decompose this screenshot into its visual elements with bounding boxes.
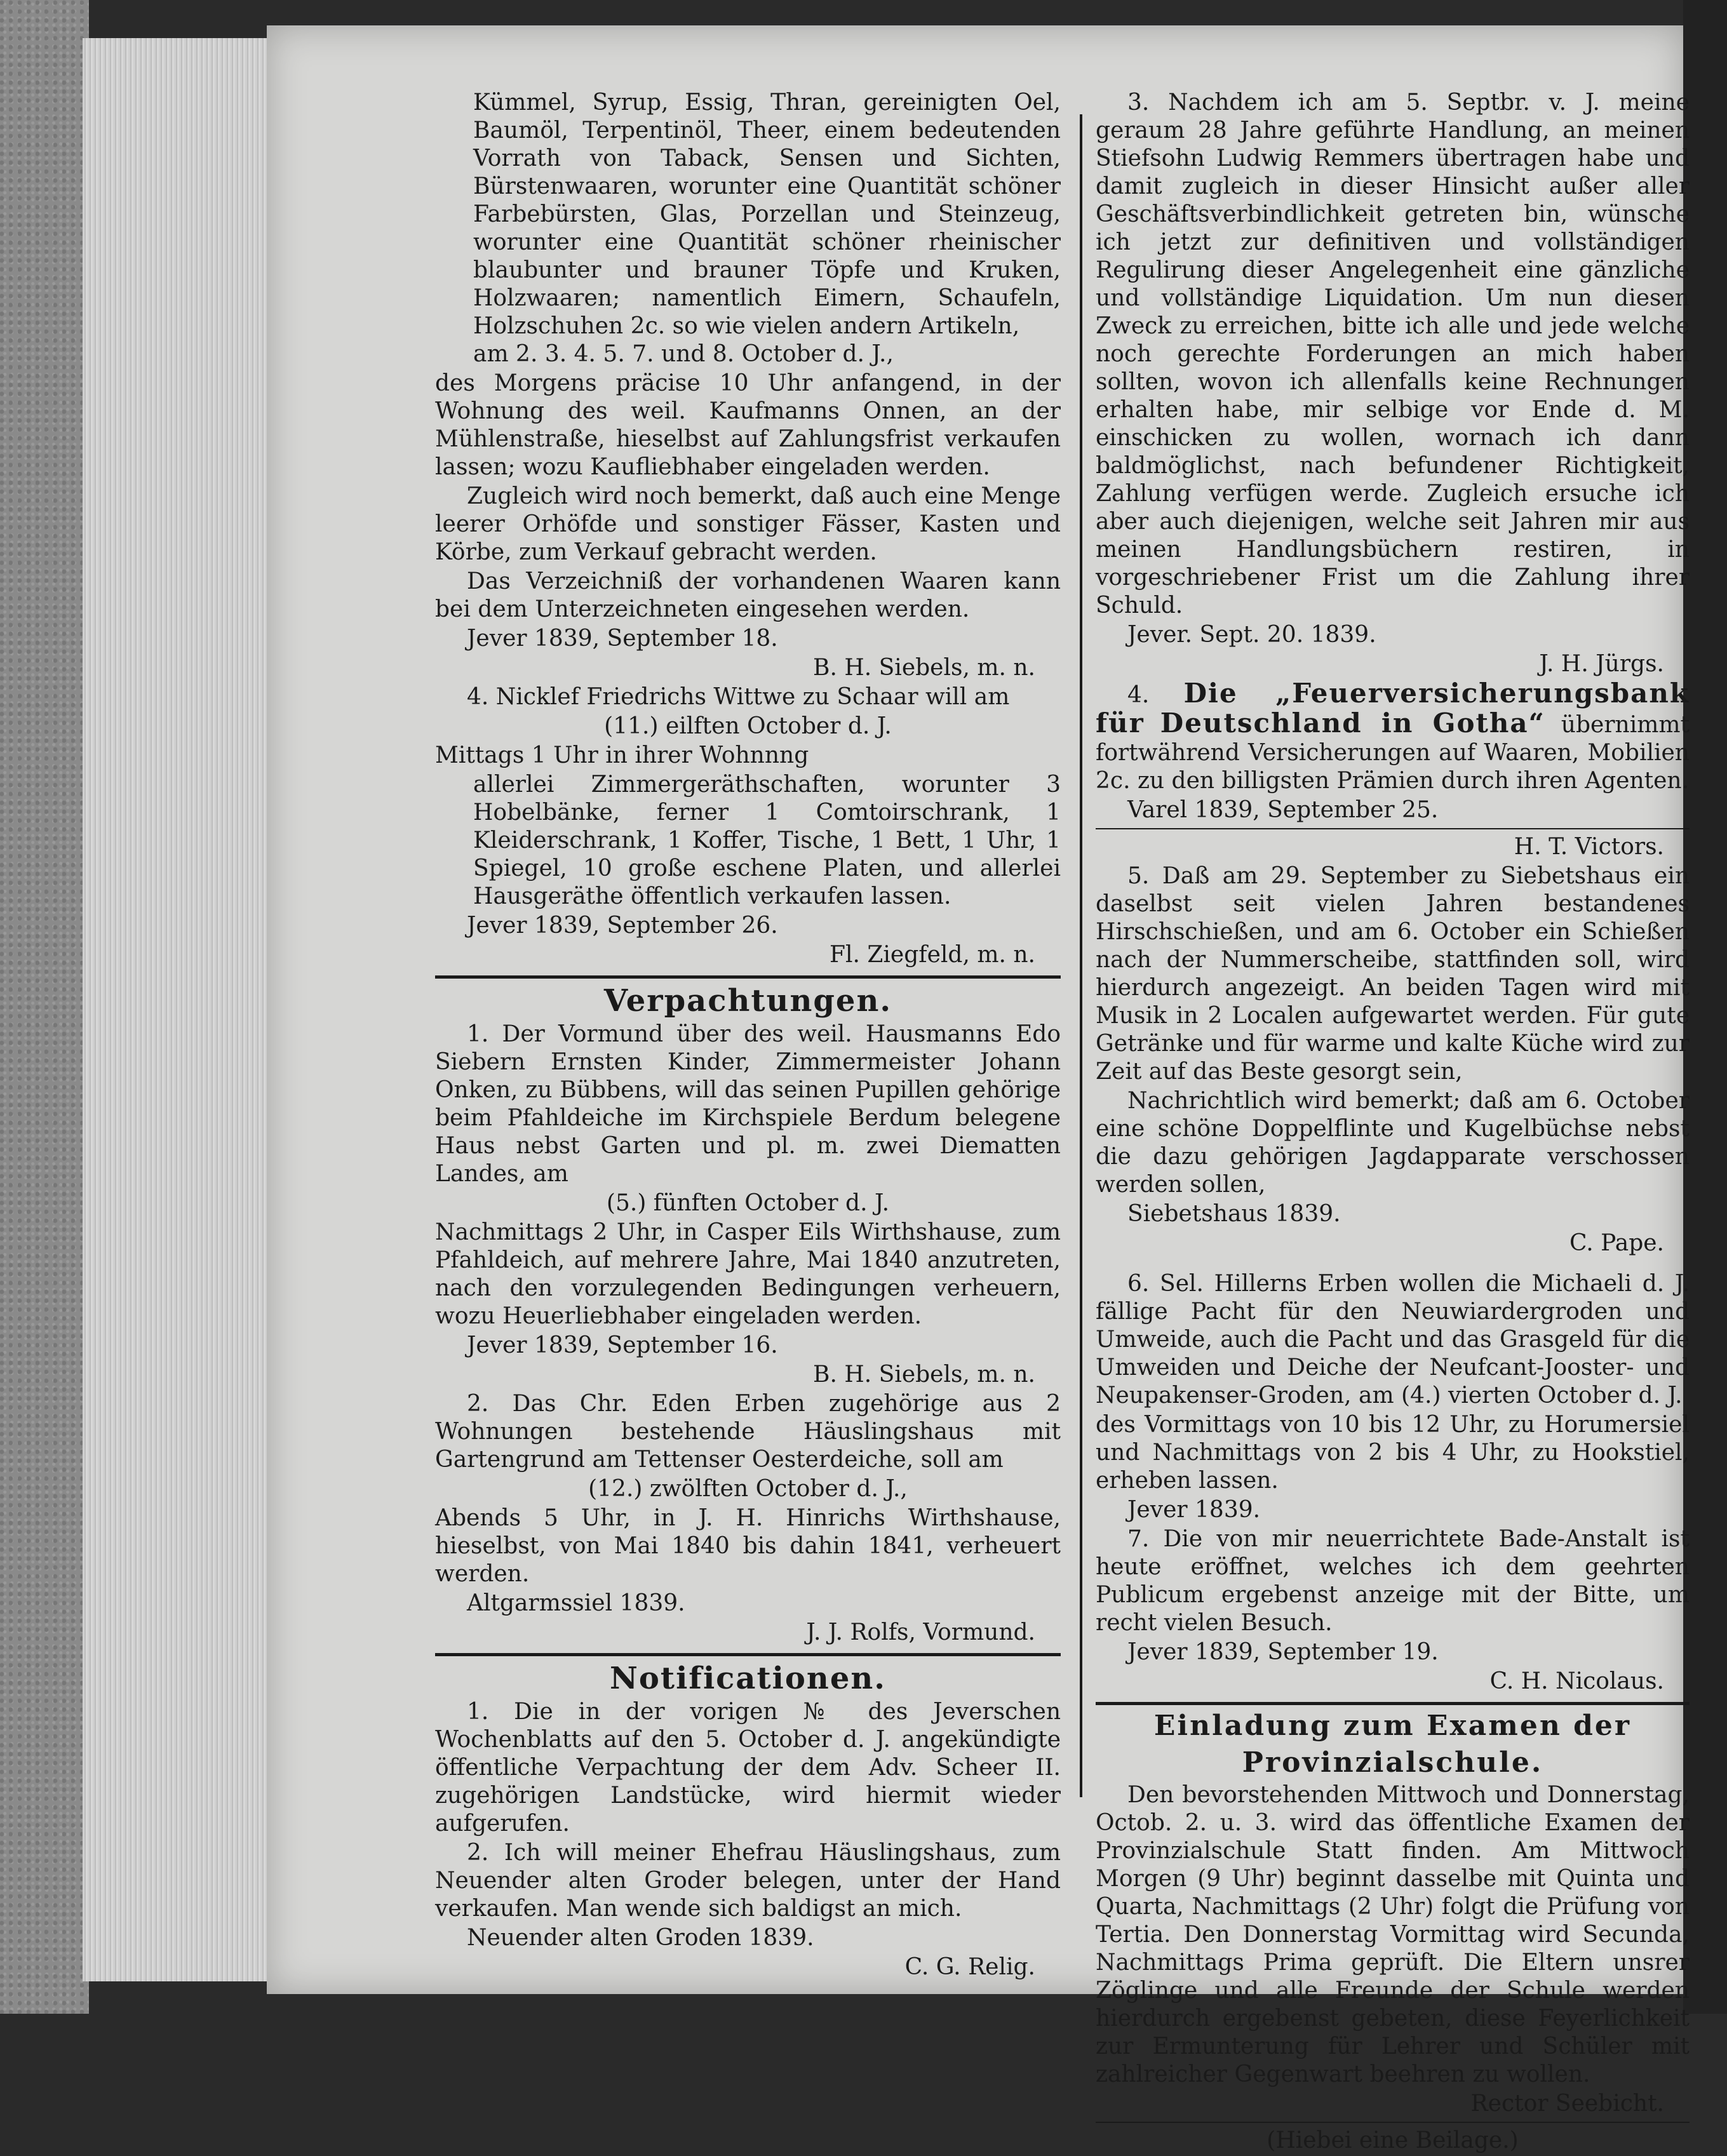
dateline: Jever 1839, September 16. (467, 1332, 778, 1358)
exam-body: Den bevorstehenden Mittwoch und Donnerstag, Octob. 2. u. 3. wird das öffentliche Examen der Provinzialschule Statt finden. Am Mittwoch Morgen (9 Uhr) beginnt dasselbe mit Quinta und Quarta, Nachmittags (2 Uhr) folgt die Prüfung von Tertia. Den Donnerstag Vormittag wird Secunda, Nachmittags Prima geprüft. Die Eltern unsrer Zöglinge und alle Freunde der Schule werden hierdurch ergebenst gebeten, diese Feyerlichkeit zur Ermunterung für Lehrer und Schüler mit zahlreicher Gegenwart beehren zu wollen. (1096, 1782, 1690, 2087)
notice-3: 3. Nachdem ich am 5. Septbr. v. J. meine geraum 28 Jahre geführte Handlung, an meinen Stiefsohn Ludwig Remmers übertragen habe und damit zugleich in dieser Hinsicht außer aller Geschäftsverbindlichkeit getreten bin, wünsche ich jetzt zur definitiven und vollständigen Regulirung dieser Angelegenheit eine gänzliche und vollständige Liquidation. Um nun diesen Zweck zu erreichen, bitte ich alle und jede welche noch gerechte Forderungen an mich haben sollten, wovon ich allenfalls keine Rechnungen erhalten habe, mir selbige vor Ende d. M. einschicken zu wollen, wornach ich dann baldmöglichst, nach befundener Richtigkeit, Zahlung verfügen werde. Zugleich ersuche ich aber auch diejenigen, welche seit Jahren mir aus meinen Handlungsbüchern restiren, in vorgeschriebener Frist um die Zahlung ihrer Schuld. (1096, 90, 1690, 619)
section-heading-notificationen: Notificationen. (610, 1661, 886, 1696)
signature: C. G. Relig. (904, 1954, 1035, 1980)
notice-5-note: Nachrichtlich wird bemerkt; daß am 6. October eine schöne Doppelflinte und Kugelbüchse nebst die dazu gehörigen Jagdapparate verschossen werden sollen, (1096, 1088, 1690, 1198)
notification-2: 2. Ich will meiner Ehefrau Häuslingshaus, zum Neuender alten Groder belegen, unter der Hand verkaufen. Man wende sich baldigst an mich. (435, 1840, 1061, 1922)
signature: H. T. Victors. (1514, 834, 1664, 860)
notice-items: allerlei Zimmergeräthschaften, worunter 3 Hobelbänke, ferner 1 Comtoirschrank, 1 Kleiderschrank, 1 Koffer, Tische, 1 Bett, 1 Uhr, 1 Spiegel, 10 große eschene Platen, und allerlei Hausgeräthe öffentlich verkaufen lassen. (473, 772, 1061, 909)
left-column (435, 89, 1061, 1983)
notice-number: 4. (1127, 682, 1150, 708)
page-stack-edges (83, 38, 273, 1981)
notice-time: Mittags 1 Uhr in ihrer Wohnnng (435, 742, 809, 768)
signature: B. H. Siebels, m. n. (813, 655, 1035, 681)
notice-7: 7. Die von mir neuerrichtete Bade-Anstalt ist heute eröffnet, welches ich dem geehrten Publicum ergebenst anzeige mit der Bitte, um recht vielen Besuch. (1096, 1526, 1690, 1636)
dateline: Altgarmssiel 1839. (467, 1590, 685, 1616)
insurance-title-1: Die „Feuerversicherungsbank für (1096, 678, 1690, 739)
rule (1096, 2122, 1690, 2123)
section-rule (1096, 1702, 1690, 1705)
dateline: Jever 1839, September 26. (467, 913, 778, 939)
notice-item-4: 4. Nicklef Friedrichs Wittwe zu Schaar will am (467, 684, 1010, 710)
rule (1096, 828, 1690, 829)
lease-date: (12.) zwölften October d. J., (588, 1476, 908, 1502)
insurance-body: übernimmt fortwährend Versicherungen auf Waaren, Mobilien 2c. zu den billigsten Prämien durch ihren Agenten. (1096, 712, 1690, 794)
sale-inventory-note: Das Verzeichniß der vorhandenen Waaren kann bei dem Unterzeichneten eingesehen werden. (435, 568, 1061, 622)
signature: C. Pape. (1569, 1230, 1664, 1256)
notice-6-times: des Vormittags von 10 bis 12 Uhr, zu Horumersiel und Nachmittags von 2 bis 4 Uhr, zu Hookstiel, erheben lassen. (1096, 1412, 1690, 1494)
lease-date: (5.) fünften October d. J. (606, 1190, 890, 1216)
book-cover-edge (0, 0, 89, 2014)
goods-list: Kümmel, Syrup, Essig, Thran, gereinigten Oel, Baumöl, Terpentinöl, Theer, einem bedeutenden Vorrath von Taback, Sensen und Sichten, Bürstenwaaren, worunter eine Quantität schöner Farbebürsten, Glas, Porzellan und Steinzeug, worunter eine Quantität schöner rheinischer blaubunter und brauner Töpfe und Kruken, Holzwaaren; namentlich Eimern, Schaufeln, Holzschuhen 2c. so wie vielen andern Artikeln, (473, 90, 1061, 339)
dateline: Varel 1839, September 25. (1127, 797, 1439, 823)
dateline: Siebetshaus 1839. (1127, 1201, 1341, 1227)
signature: B. H. Siebels, m. n. (813, 1362, 1035, 1388)
signature: Rector Seebicht. (1470, 2091, 1664, 2117)
notification-1: 1. Die in der vorigen № des Jeverschen Wochenblatts auf den 5. October d. J. angekündigte öffentliche Verpachtung der dem Adv. Scheer II. zugehörigen Landstücke, wird hiermit wieder aufgerufen. (435, 1699, 1061, 1837)
dateline: Jever 1839. (1127, 1497, 1261, 1523)
sale-dates: am 2. 3. 4. 5. 7. und 8. October d. J., (473, 341, 894, 367)
section-rule (435, 1653, 1061, 1656)
insurance-title-2: Deutschland in Gotha“ (1160, 707, 1545, 739)
signature: J. H. Jürgs. (1539, 651, 1664, 677)
right-background (1683, 0, 1727, 2014)
section-heading-verpachtungen: Verpachtungen. (603, 983, 892, 1019)
lease-details: Abends 5 Uhr, in J. H. Hinrichs Wirthshause, hieselbst, von Mai 1840 bis dahin 1841, verheuert werden. (435, 1505, 1061, 1587)
spacer (1096, 1259, 1690, 1270)
exam-heading: Einladung zum Examen der Provinzialschule. (1153, 1710, 1632, 1779)
signature: J. J. Rolfs, Vormund. (806, 1619, 1035, 1645)
right-column (1096, 89, 1690, 2156)
sale-details: des Morgens präcise 10 Uhr anfangend, in der Wohnung des weil. Kaufmanns Onnen, an der Mühlenstraße, hieselbst auf Zahlungsfrist verkaufen lassen; wozu Kaufliebhaber eingeladen werden. (435, 370, 1061, 480)
dateline: Jever 1839, September 19. (1127, 1639, 1439, 1665)
section-rule (435, 975, 1061, 979)
lease-details: Nachmittags 2 Uhr, in Casper Eils Wirthshause, zum Pfahldeich, auf mehrere Jahre, Mai 1840 anzutreten, nach den vorzulegenden Bedingungen verheuern, wozu Heuerliebhaber eingeladen werden. (435, 1219, 1061, 1329)
column-divider (1080, 114, 1082, 1797)
footer-note: (Hiebei eine Beilage.) (1267, 2127, 1519, 2153)
signature: C. H. Nicolaus. (1489, 1668, 1664, 1694)
dateline: Jever. Sept. 20. 1839. (1127, 622, 1376, 648)
dateline: Neuender alten Groden 1839. (467, 1925, 814, 1951)
lease-item-1: 1. Der Vormund über des weil. Hausmanns Edo Siebern Ernsten Kinder, Zimmermeister Johann Onken, zu Bübbens, will das seinen Pupillen gehörige beim Pfahldeiche im Kirchspiele Berdum belegene Haus nebst Garten und pl. m. zwei Diematten Landes, am (435, 1021, 1061, 1187)
notice-6: 6. Sel. Hillerns Erben wollen die Michaeli d. J. fällige Pacht für den Neuwiardergroden und Umweide, auch die Pacht und das Grasgeld für die Umweiden und Deiche der Neufcant-Jooster- und Neupakenser-Groden, am (4.) vierten October d. J. (1096, 1271, 1690, 1409)
notice-4 (1096, 680, 1690, 795)
notice-5: 5. Daß am 29. September zu Siebetshaus ein daselbst seit vielen Jahren bestandenes Hirschschießen, und am 6. October ein Schießen nach der Nummerscheibe, stattfinden soll, wird hierdurch angezeigt. An beiden Tagen wird mit Musik in 2 Localen aufgewartet werden. Für gute Getränke und für warme und kalte Küche wird zur Zeit auf das Beste gesorgt sein, (1096, 863, 1690, 1085)
sale-note: Zugleich wird noch bemerkt, daß auch eine Menge leerer Orhöfde und sonstiger Fässer, Kasten und Körbe, zum Verkauf gebracht werden. (435, 483, 1061, 565)
notice-date: (11.) eilften October d. J. (604, 713, 892, 739)
lease-item-2: 2. Das Chr. Eden Erben zugehörige aus 2 Wohnungen bestehende Häuslingshaus mit Gartengrund am Tettenser Oesterdeiche, soll am (435, 1391, 1061, 1473)
signature: Fl. Ziegfeld, m. n. (830, 942, 1035, 968)
dateline: Jever 1839, September 18. (467, 626, 778, 652)
